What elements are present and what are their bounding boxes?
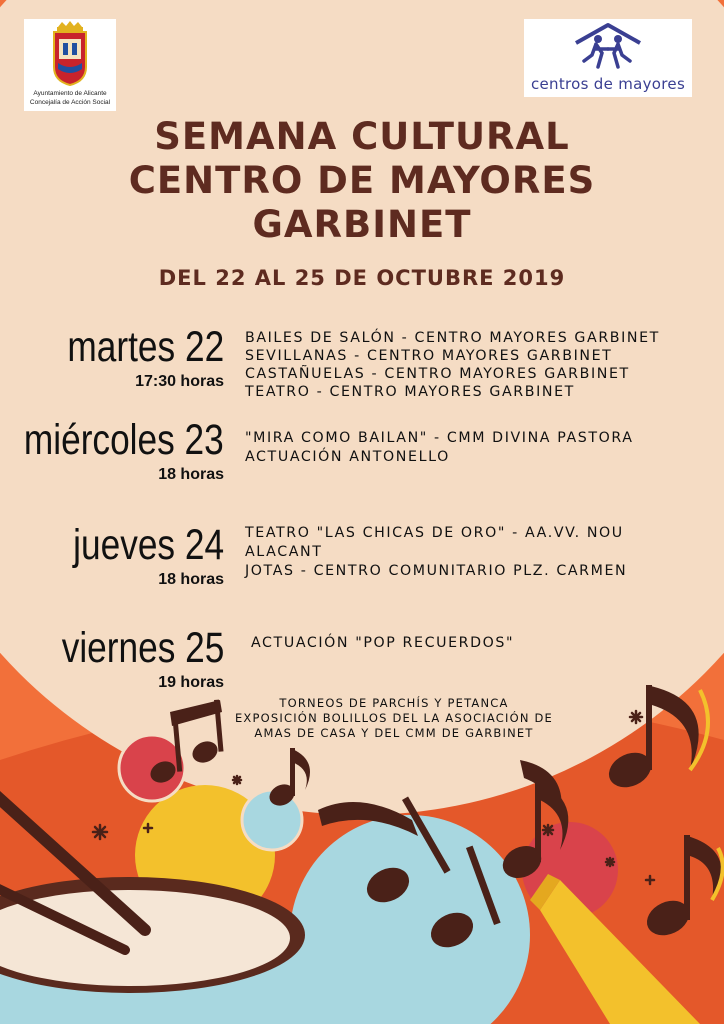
day-label-jueves: jueves 24 [73, 521, 224, 569]
coat-of-arms-icon [24, 19, 116, 89]
logo-ayuntamiento [24, 19, 116, 111]
activity-martes-3: CASTAÑUELAS - CENTRO MAYORES GARBINET [245, 366, 630, 382]
day-label-viernes: viernes 25 [61, 624, 224, 672]
activity-jueves-3: JOTAS - CENTRO COMUNITARIO PLZ. CARMEN [245, 563, 628, 579]
house-people-icon [524, 19, 692, 75]
activity-martes-4: TEATRO - CENTRO MAYORES GARBINET [245, 384, 575, 400]
title-line-1: SEMANA CULTURAL [154, 115, 570, 158]
day-time-martes: 17:30 horas [135, 373, 224, 390]
extra-line-3: AMAS DE CASA Y DEL CMM DE GARBINET [254, 726, 534, 740]
day-label-martes: martes 22 [67, 323, 224, 371]
activity-jueves-2: ALACANT [245, 544, 323, 560]
activity-martes-2: SEVILLANAS - CENTRO MAYORES GARBINET [245, 348, 613, 364]
activity-viernes-1: ACTUACIÓN "POP RECUERDOS" [251, 635, 515, 651]
activity-miercoles-1: "MIRA COMO BAILAN" - CMM DIVINA PASTORA [245, 430, 634, 446]
activity-miercoles-2: ACTUACIÓN ANTONELLO [245, 449, 450, 465]
extra-line-2: EXPOSICIÓN BOLILLOS DEL LA ASOCIACIÓN DE [234, 711, 554, 725]
logo-left-caption-2: Concejalía de Acción Social [29, 99, 111, 106]
activity-jueves-1: TEATRO "LAS CHICAS DE ORO" - AA.VV. NOU [245, 525, 624, 541]
title-line-2: CENTRO DE MAYORES [128, 159, 596, 202]
day-time-viernes: 19 horas [158, 674, 224, 691]
date-range: DEL 22 AL 25 DE OCTUBRE 2019 [158, 266, 566, 290]
activity-martes-1: BAILES DE SALÓN - CENTRO MAYORES GARBINET [245, 330, 660, 346]
title-line-3: GARBINET [252, 203, 472, 246]
day-time-miercoles: 18 horas [158, 466, 224, 483]
extra-line-1: TORNEOS DE PARCHÍS Y PETANCA [279, 696, 509, 710]
day-label-miercoles: miércoles 23 [24, 416, 224, 464]
logo-left-caption-1: Ayuntamiento de Alicante [33, 90, 107, 97]
logo-right-text: centros de mayores [530, 75, 686, 93]
logo-centros-de-mayores [524, 19, 692, 97]
day-time-jueves: 18 horas [158, 571, 224, 588]
